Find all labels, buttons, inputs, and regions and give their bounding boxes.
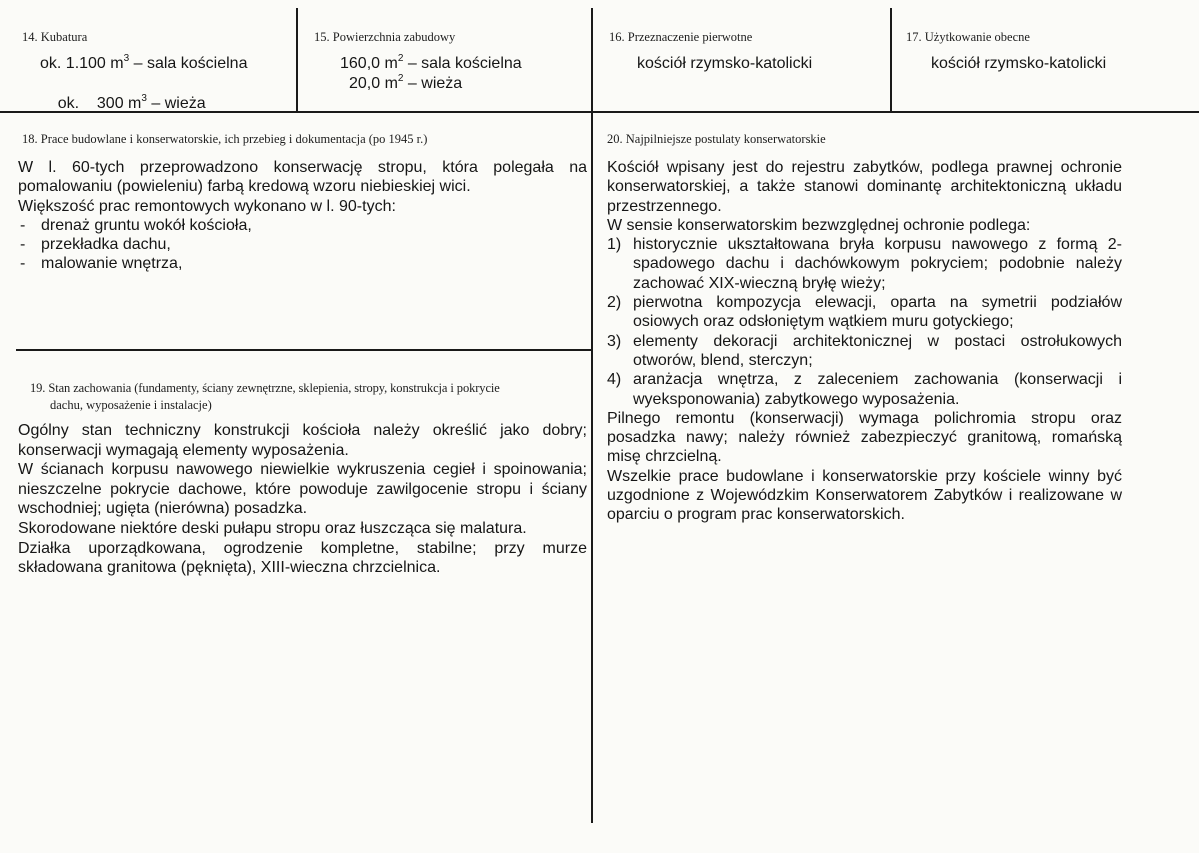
field-19-paragraph: Skorodowane niektóre deski pułapu stropu oraz łuszcząca się malatura. xyxy=(18,519,527,537)
field-17-value: kościół rzymsko-katolicki xyxy=(931,55,1107,72)
field-18-paragraph-1: W l. 60-tych przeprowadzono konserwację stropu, która polegała na pomalowaniu (powieleniu) farbą kredową wzoru niebieskiej wici. xyxy=(18,159,587,196)
list-item: 1) historycznie ukształtowana bryła korpusu nawowego z formą 2-spadowego dachu i dachówkowym pokryciem; podobnie należy zachować XIX-wieczną bryłę wieży; xyxy=(607,236,1122,292)
field-15-line-1: 160,0 $m^2$ – sala kościelna xyxy=(340,52,522,72)
list-item: - drenaż gruntu wokół kościoła, xyxy=(18,216,587,235)
list-item: - malowanie wnętrza, xyxy=(18,254,587,273)
list-item: 4) aranżacja wnętrza, z zaleceniem zachowania (konserwacji i wyeksponowania) zabytkowego wyposażenia. xyxy=(607,371,1122,408)
field-19-paragraph: Ogólny stan techniczny konstrukcji kościoła należy określić jako dobry; konserwacji wymagają elementy wyposażenia. xyxy=(18,422,587,459)
field-14-line-2: ok. 300 $m^3$ – wieża xyxy=(57,92,206,112)
field-16-title: 16. Przeznaczenie pierwotne xyxy=(609,30,753,44)
field-18-body xyxy=(18,158,587,274)
field-18-title: 18. Prace budowlane i konserwatorskie, ich przebieg i dokumentacja (po 1945 r.) xyxy=(22,132,428,146)
field-18-list xyxy=(18,216,587,274)
field-14-line-1: ok. 1.100 $m^3$ – sala kościelna xyxy=(40,52,248,72)
list-item: 3) elementy dekoracji architektonicznej w postaci ostrołukowych otworów, blend, sterczyn; xyxy=(607,332,1122,369)
field-15-title: 15. Powierzchnia zabudowy xyxy=(314,30,456,44)
list-item: 2) pierwotna kompozycja elewacji, oparta na symetrii podziałów osiowych oraz odsłoniętym wątkiem muru gotyckiego; xyxy=(607,294,1122,331)
field-20-paragraph-3: Pilnego remontu (konserwacji) wymaga polichromia stropu oraz posadzka nawy; należy również zabezpieczyć granitową, romańską misę chrzcielną. xyxy=(607,409,1122,466)
field-16-value: kościół rzymsko-katolicki xyxy=(637,55,813,72)
field-19-body xyxy=(18,421,587,578)
list-item: - przekładka dachu, xyxy=(18,235,587,254)
field-18-paragraph-2: Większość prac remontowych wykonano w l. 90-tych: xyxy=(18,197,396,215)
grid-line-v3 xyxy=(890,8,892,112)
grid-line-h2 xyxy=(16,349,591,351)
field-15-line-2: 20,0 $m^2$ – wieża xyxy=(349,72,463,92)
field-20-intro-2: W sensie konserwatorskim bezwzględnej ochronie podlega: xyxy=(607,216,1031,234)
grid-line-v1 xyxy=(296,8,298,112)
field-14-title: 14. Kubatura xyxy=(22,30,88,44)
field-20-intro: Kościół wpisany jest do rejestru zabytków, podlega prawnej ochronie konserwatorskiej, a także stanowi dominantę architektoniczną układu przestrzennego. xyxy=(607,159,1122,215)
field-20-body xyxy=(607,158,1122,525)
field-20-paragraph-4: Wszelkie prace budowlane i konserwatorskie przy kościele winny być uzgodnione z Wojewódzkim Konserwatorem Zabytków i realizowane w oparciu o program prac konserwatorskich. xyxy=(607,467,1122,524)
field-19-title: 19. Stan zachowania (fundamenty, ściany zewnętrzne, sklepienia, stropy, konstrukcja i pokrycie dachu, wyposażenie i instalacje) xyxy=(30,381,500,412)
field-20-list xyxy=(607,235,1122,409)
field-19-paragraph: W ścianach korpusu nawowego niewielkie wykruszenia cegieł i spoinowania; nieszczelne pokrycie dachowe, które powoduje zawilgocenie stropu i ściany wschodniej; ugięta (nierówna) posadzka. xyxy=(18,461,587,518)
field-19-paragraph: Działka uporządkowana, ogrodzenie kompletne, stabilne; przy murze składowana granitowa (pęknięta), XIII-wieczna chrzcielnica. xyxy=(18,539,587,577)
grid-line-v2 xyxy=(591,8,593,823)
field-20-title: 20. Najpilniejsze postulaty konserwatorskie xyxy=(607,132,826,146)
field-17-title: 17. Użytkowanie obecne xyxy=(906,30,1030,44)
